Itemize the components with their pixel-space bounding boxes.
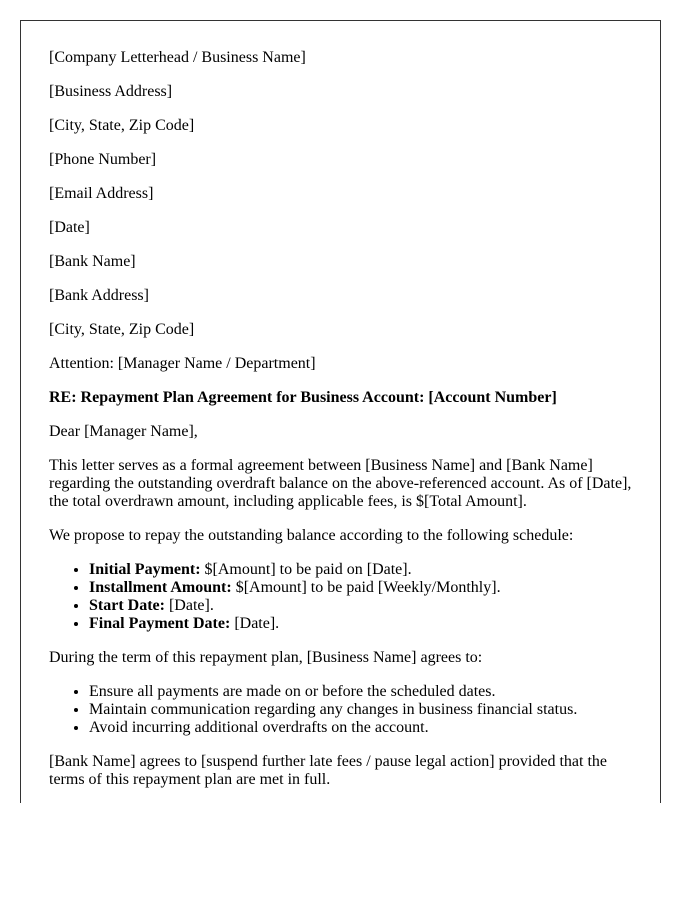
letter-page <box>20 20 661 803</box>
list-item: • Installment Amount: $[Amount] to be paid [Weekly/Monthly]. <box>89 579 632 597</box>
terms-intro: During the term of this repayment plan, [Business Name] agrees to: <box>49 649 483 666</box>
bank-city-state-zip: [City, State, Zip Code] <box>49 321 195 338</box>
date: [Date] <box>49 219 90 236</box>
letterhead-business-name: [Company Letterhead / Business Name] <box>49 49 306 66</box>
subject-line: RE: Repayment Plan Agreement for Business Account: [Account Number] <box>49 389 557 406</box>
list-item: • Avoid incurring additional overdrafts on the account. <box>89 719 632 737</box>
list-item: • Final Payment Date: [Date]. <box>89 615 632 633</box>
bank-agreement-paragraph: [Bank Name] agrees to [suspend further late fees / pause legal action] provided that the terms of this repayment plan are met in full. <box>49 753 608 788</box>
phone-number: [Phone Number] <box>49 151 157 168</box>
terms-list <box>49 683 632 737</box>
list-item: • Start Date: [Date]. <box>89 597 632 615</box>
intro-paragraph: This letter serves as a formal agreement between [Business Name] and [Bank Name] regarding the outstanding overdraft balance on the above-referenced account. As of [Date], the total overdrawn amount, including applicable fees, is $[Total Amount]. <box>49 457 632 510</box>
schedule-list <box>49 561 632 633</box>
business-city-state-zip: [City, State, Zip Code] <box>49 117 195 134</box>
list-item: • Initial Payment: $[Amount] to be paid on [Date]. <box>89 561 632 579</box>
bank-address: [Bank Address] <box>49 287 149 304</box>
list-item: • Ensure all payments are made on or before the scheduled dates. <box>89 683 632 701</box>
salutation: Dear [Manager Name], <box>49 423 198 440</box>
bank-name: [Bank Name] <box>49 253 136 270</box>
email-address: [Email Address] <box>49 185 154 202</box>
attention-line: Attention: [Manager Name / Department] <box>49 355 316 372</box>
schedule-intro: We propose to repay the outstanding balance according to the following schedule: <box>49 527 574 544</box>
business-address: [Business Address] <box>49 83 173 100</box>
list-item: • Maintain communication regarding any changes in business financial status. <box>89 701 632 719</box>
